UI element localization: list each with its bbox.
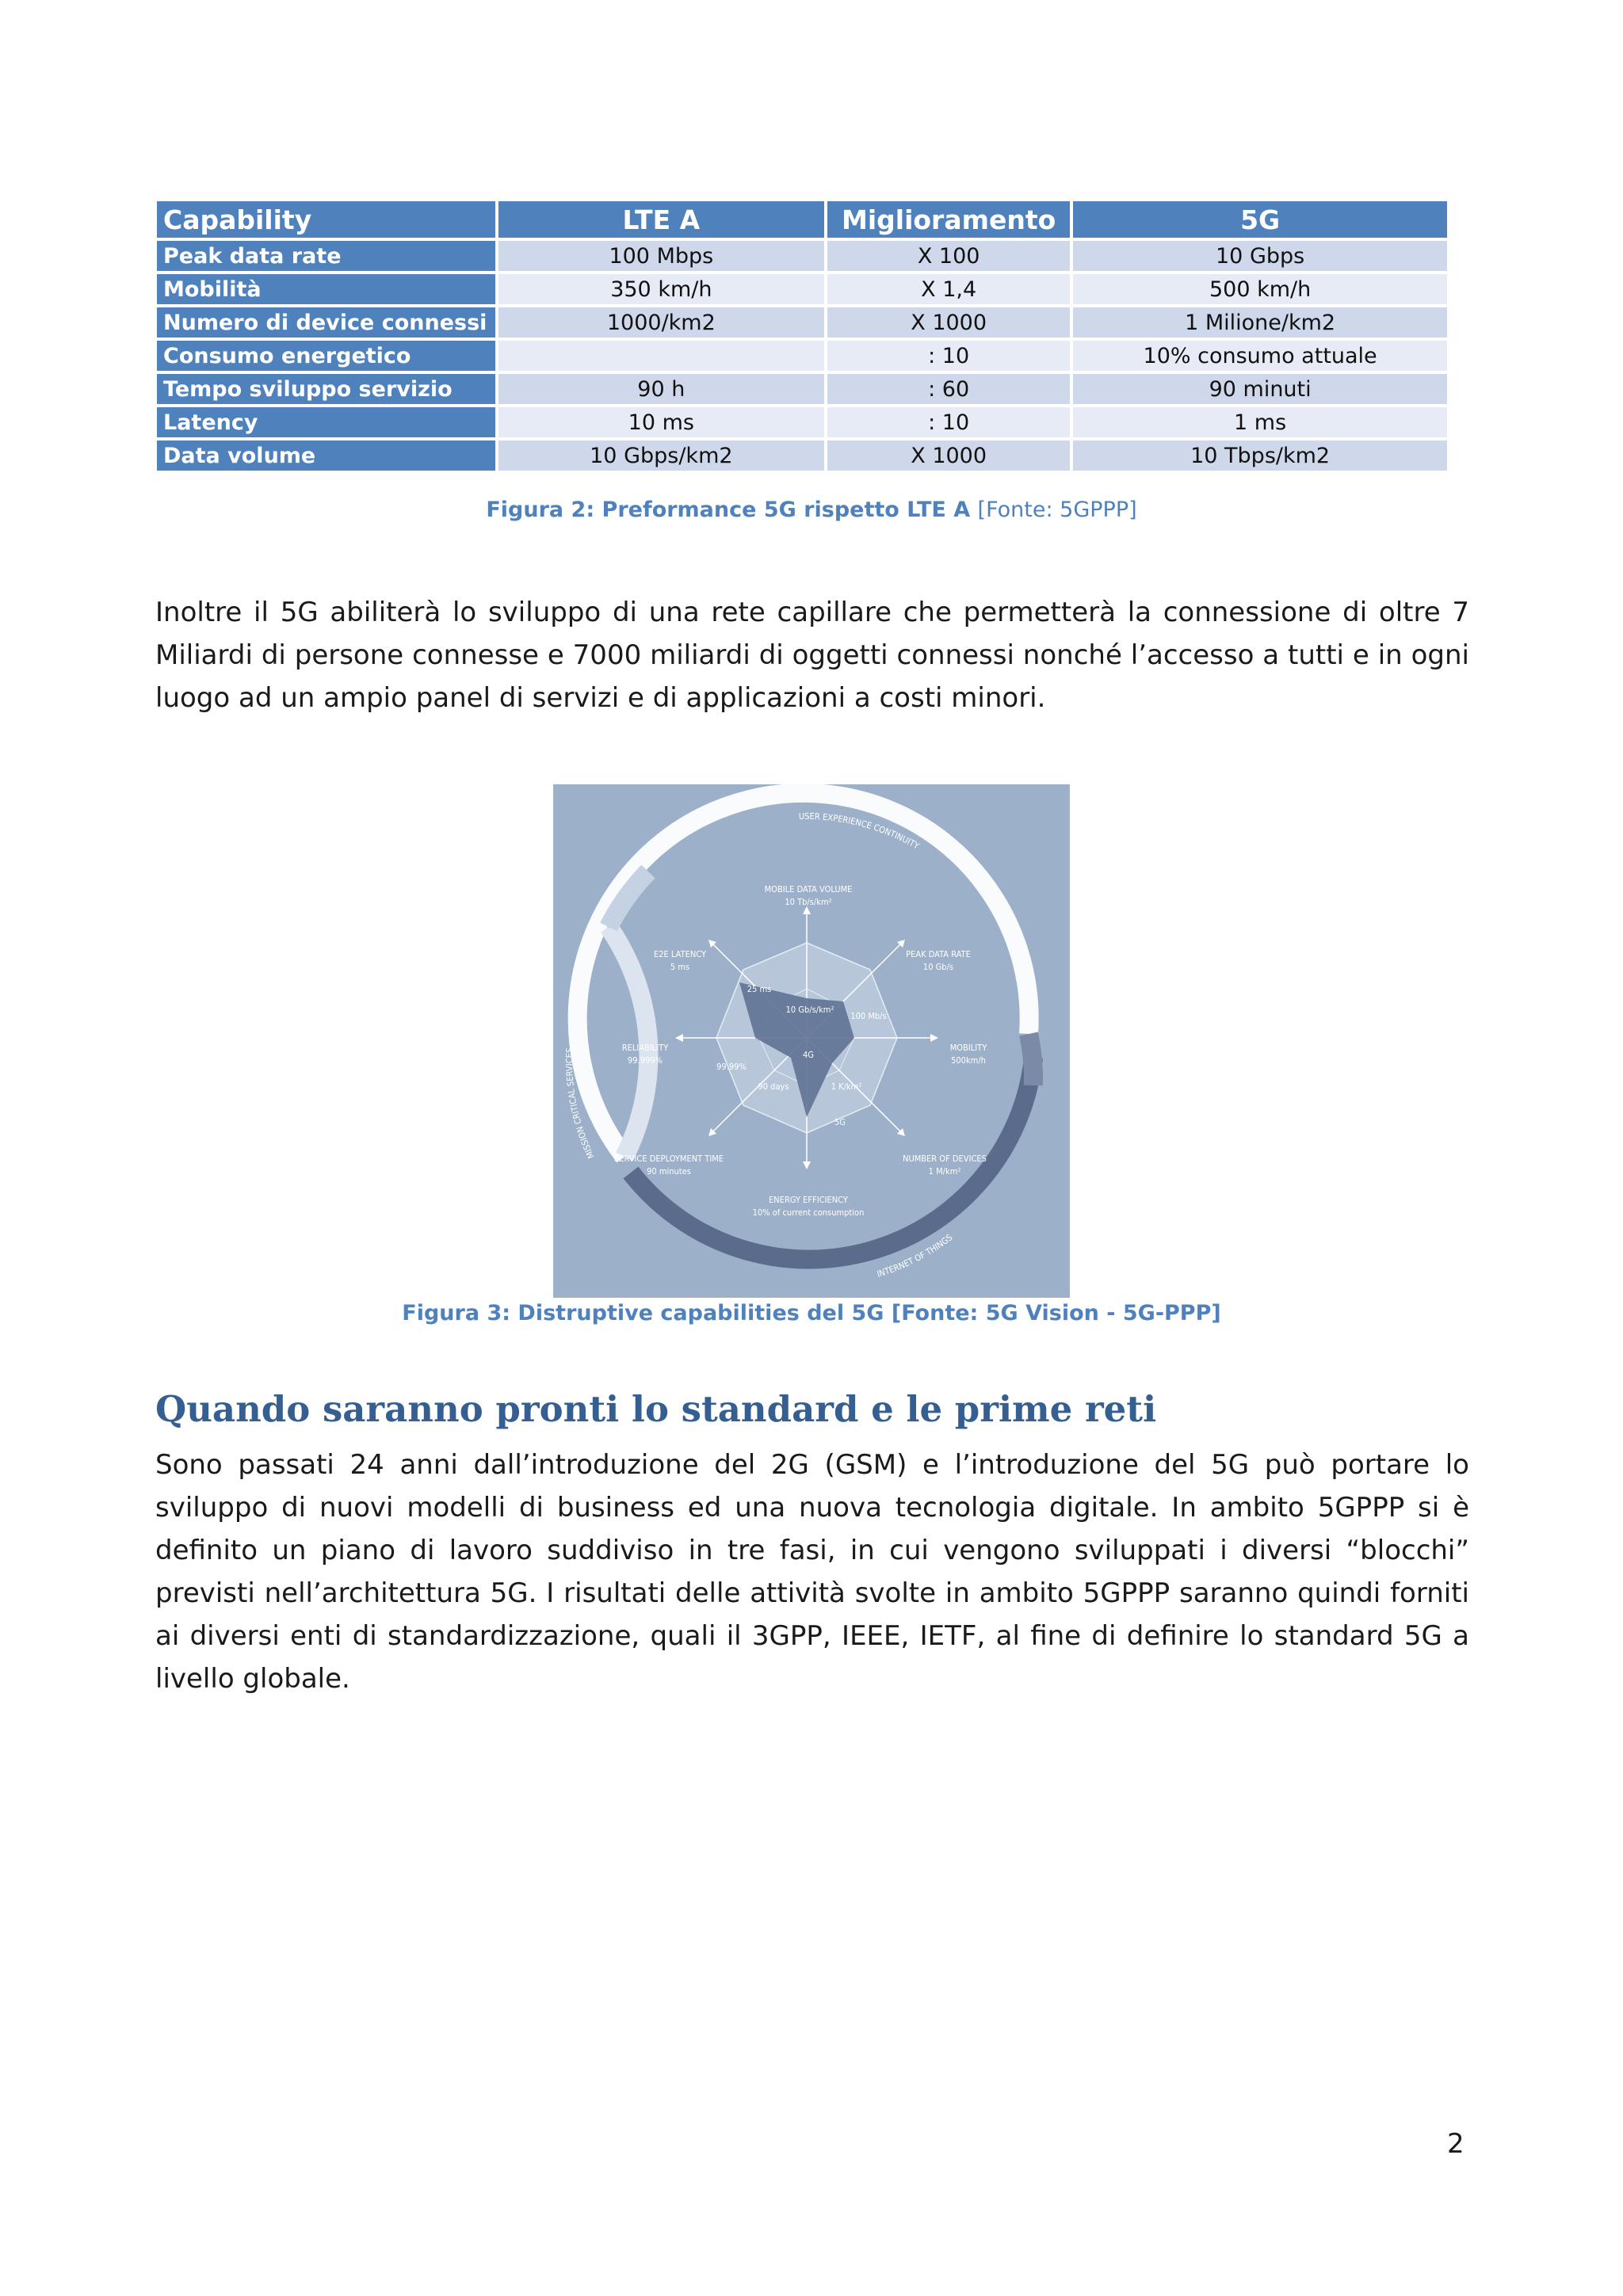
label-4g: 4G bbox=[803, 1050, 814, 1060]
cell-5g: 1 Milione/km2 bbox=[1073, 307, 1447, 338]
axis-e2e-latency bbox=[654, 949, 707, 972]
row-label: Consumo energetico bbox=[157, 341, 495, 371]
table-row bbox=[157, 241, 1447, 271]
axis-mobility bbox=[950, 1043, 988, 1066]
ring-label-top: USER EXPERIENCE CONTINUITY bbox=[798, 810, 921, 852]
svg-text:MOBILE DATA VOLUME: MOBILE DATA VOLUME bbox=[764, 884, 853, 894]
page-number: 2 bbox=[1447, 2128, 1465, 2160]
inner-latency-4g: 25 ms bbox=[747, 984, 772, 994]
radar-graphic bbox=[553, 784, 1070, 1298]
svg-text:5 ms: 5 ms bbox=[670, 962, 690, 972]
svg-text:ENERGY EFFICIENCY: ENERGY EFFICIENCY bbox=[769, 1195, 848, 1205]
inner-deployment-4g: 90 days bbox=[758, 1081, 789, 1092]
axis-number-of-devices bbox=[903, 1154, 987, 1177]
svg-text:SERVICE DEPLOYMENT TIME: SERVICE DEPLOYMENT TIME bbox=[613, 1154, 724, 1164]
cell-miglioramento: : 10 bbox=[827, 407, 1070, 437]
inner-data-volume-4g: 10 Gb/s/km² bbox=[785, 1005, 834, 1015]
label-5g: 5G bbox=[834, 1117, 846, 1127]
svg-text:90 minutes: 90 minutes bbox=[647, 1166, 691, 1177]
cell-miglioramento: X 1000 bbox=[827, 307, 1070, 338]
svg-text:MOBILITY: MOBILITY bbox=[949, 1043, 987, 1053]
table-row bbox=[157, 407, 1447, 437]
cell-5g: 10% consumo attuale bbox=[1073, 341, 1447, 371]
ring-dark-segment bbox=[1029, 1034, 1033, 1085]
caption-label: Figura 2: Preformance 5G rispetto LTE A bbox=[486, 498, 971, 522]
header-5g: 5G bbox=[1073, 201, 1447, 238]
table-row bbox=[157, 374, 1447, 404]
axis-peak-data-rate bbox=[906, 949, 971, 972]
cell-lte-a: 100 Mbps bbox=[498, 241, 825, 271]
svg-text:10 Tb/s/km²: 10 Tb/s/km² bbox=[785, 897, 832, 907]
svg-text:10% of current consumption: 10% of current consumption bbox=[752, 1207, 865, 1218]
header-miglioramento: Miglioramento bbox=[827, 201, 1070, 238]
cell-5g: 500 km/h bbox=[1073, 274, 1447, 304]
cell-lte-a: 1000/km2 bbox=[498, 307, 825, 338]
cell-lte-a: 10 ms bbox=[498, 407, 825, 437]
inner-peak-rate-4g: 100 Mb/s bbox=[850, 1011, 887, 1021]
svg-text:1 M/km²: 1 M/km² bbox=[928, 1166, 961, 1177]
cell-5g: 10 Tbps/km2 bbox=[1073, 441, 1447, 471]
cell-miglioramento: X 1000 bbox=[827, 441, 1070, 471]
paragraph-intro: Inoltre il 5G abiliterà lo sviluppo di una rete capillare che permetterà la connessione di oltre 7 Miliardi di persone connesse e 7000 miliardi di oggetti connessi nonché l’accesso a tutti e in ogni luogo ad un ampio panel di servizi e di applicazioni a costi minori. bbox=[155, 597, 1469, 714]
cell-lte-a bbox=[498, 341, 825, 371]
axis-mobile-data-volume bbox=[765, 884, 853, 907]
svg-text:500km/h: 500km/h bbox=[951, 1055, 986, 1066]
caption-source: [Fonte: 5GPPP] bbox=[977, 498, 1137, 522]
figure-3-image bbox=[553, 784, 1070, 1298]
cell-5g: 10 Gbps bbox=[1073, 241, 1447, 271]
svg-text:RELIABILITY: RELIABILITY bbox=[621, 1043, 669, 1053]
cell-miglioramento: X 100 bbox=[827, 241, 1070, 271]
row-label: Peak data rate bbox=[157, 241, 495, 271]
table-row bbox=[157, 274, 1447, 304]
row-label: Data volume bbox=[157, 441, 495, 471]
svg-text:99.999%: 99.999% bbox=[627, 1055, 663, 1066]
ring-label-bottom: INTERNET OF THINGS bbox=[876, 1232, 955, 1280]
header-lte-a: LTE A bbox=[498, 201, 825, 238]
cell-lte-a: 350 km/h bbox=[498, 274, 825, 304]
header-capability: Capability bbox=[157, 201, 495, 238]
cell-5g: 1 ms bbox=[1073, 407, 1447, 437]
cell-miglioramento: : 60 bbox=[827, 374, 1070, 404]
row-label: Mobilità bbox=[157, 274, 495, 304]
table-row bbox=[157, 441, 1447, 471]
table-header-row bbox=[157, 201, 1447, 238]
capability-table bbox=[154, 198, 1450, 474]
inner-devices-4g: 1 K/km² bbox=[831, 1081, 862, 1092]
cell-5g: 90 minuti bbox=[1073, 374, 1447, 404]
row-label: Tempo sviluppo servizio bbox=[157, 374, 495, 404]
inner-reliability-4g: 99.99% bbox=[716, 1062, 747, 1072]
axis-energy-efficiency bbox=[753, 1195, 865, 1218]
ring-mission-critical bbox=[609, 927, 648, 1157]
row-label: Numero di device connessi bbox=[157, 307, 495, 338]
cell-miglioramento: : 10 bbox=[827, 341, 1070, 371]
cell-lte-a: 10 Gbps/km2 bbox=[498, 441, 825, 471]
paragraph-standard: Sono passati 24 anni dall’introduzione del 2G (GSM) e l’introduzione del 5G può portare lo sviluppo di nuovi modelli di business ed una nuova tecnologia digitale. In ambito 5GPPP si è definito un piano di lavoro suddiviso in tre fasi, in cui vengono sviluppati i diversi “blocchi” previsti nell’architettura 5G. I risultati delle attività svolte in ambito 5GPPP saranno quindi forniti ai diversi enti di standardizzazione, quali il 3GPP, IEEE, IETF, al fine di definire lo standard 5G a livello globale. bbox=[155, 1449, 1469, 1695]
table-row bbox=[157, 307, 1447, 338]
figure-3-caption: Figura 3: Distruptive capabilities del 5G [Fonte: 5G Vision - 5G-PPP] bbox=[402, 1301, 1221, 1325]
svg-text:10 Gb/s: 10 Gb/s bbox=[922, 962, 954, 972]
cell-miglioramento: X 1,4 bbox=[827, 274, 1070, 304]
section-heading: Quando saranno pronti lo standard e le prime reti bbox=[155, 1388, 1157, 1430]
table-row bbox=[157, 341, 1447, 371]
svg-text:NUMBER OF DEVICES: NUMBER OF DEVICES bbox=[903, 1154, 987, 1164]
row-label: Latency bbox=[157, 407, 495, 437]
ring-label-left: MISSION CRITICAL SERVICES bbox=[563, 1047, 597, 1161]
svg-text:PEAK DATA RATE: PEAK DATA RATE bbox=[906, 949, 971, 959]
cell-lte-a: 90 h bbox=[498, 374, 825, 404]
svg-text:E2E LATENCY: E2E LATENCY bbox=[653, 949, 707, 959]
figure-2-caption bbox=[0, 498, 1623, 522]
